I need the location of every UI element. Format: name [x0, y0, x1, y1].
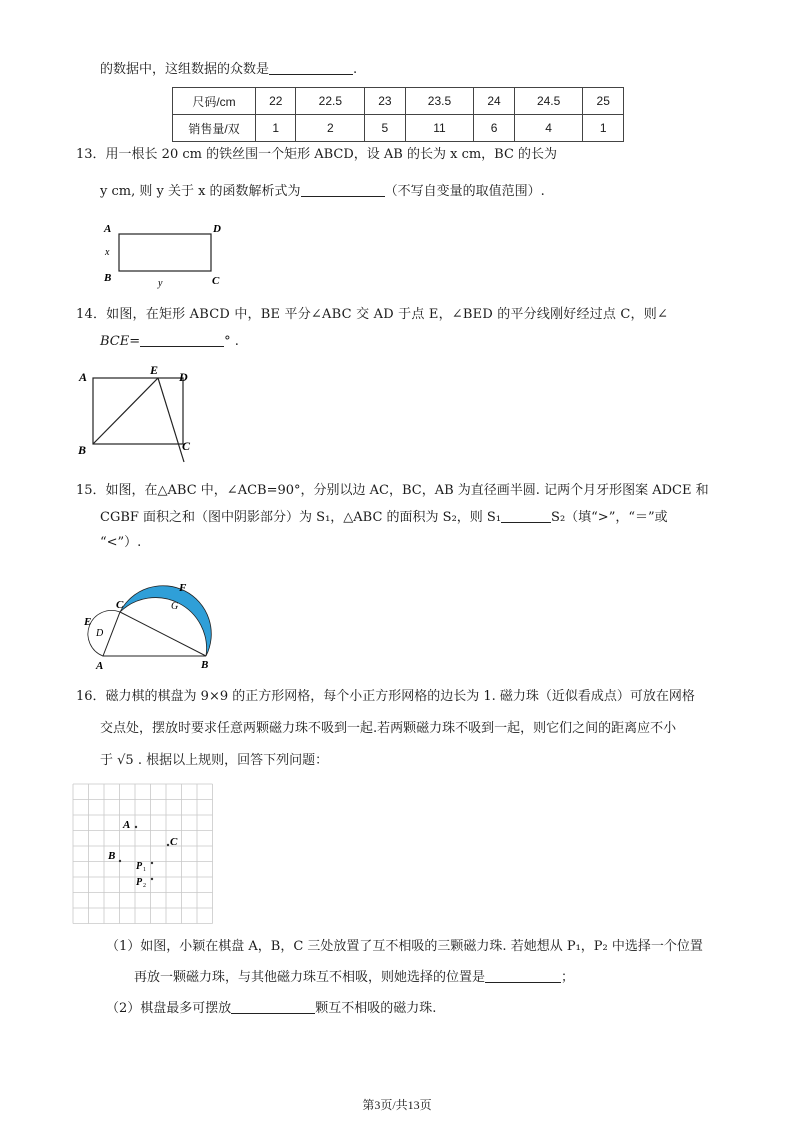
- q14-line1: 14．如图，在矩形 ABCD 中，BE 平分∠ABC 交 AD 于点 E，∠BED 的平分线刚好经过点 C，则∠: [76, 307, 669, 322]
- table-cell: 24.5: [514, 88, 583, 115]
- q16-sub1-end: ；: [561, 970, 575, 985]
- label-a: A: [96, 660, 104, 672]
- q12-tail-text: 的数据中，这组数据的众数是: [100, 62, 270, 77]
- table-cell: 25: [583, 88, 624, 115]
- q16-sub2-answer-blank[interactable]: [231, 999, 315, 1014]
- segment-be: [93, 378, 158, 444]
- lune-cgbf: [120, 586, 211, 656]
- label-x: x: [105, 247, 110, 258]
- bead-c: [167, 844, 169, 846]
- rectangle-abcd: [93, 378, 183, 444]
- bead-b: [119, 860, 121, 862]
- q15-semicircle-figure: [76, 574, 226, 674]
- label-d: D: [213, 223, 221, 235]
- table-cell: 1: [256, 115, 296, 142]
- table-row: [173, 88, 624, 115]
- q15-line3: “<”）.: [100, 535, 142, 550]
- q16-sub1-line2: [134, 968, 574, 987]
- label-d: D: [179, 370, 188, 384]
- label-e: E: [150, 363, 159, 377]
- table-cell: 23: [365, 88, 405, 115]
- q14-line2-a: BCE=: [100, 334, 141, 349]
- table-cell: 22: [256, 88, 296, 115]
- table-header-size: 尺码/cm: [173, 88, 256, 115]
- q12-tail-end: .: [353, 62, 358, 77]
- q12-data-table: [172, 87, 624, 142]
- table-cell: 24: [474, 88, 514, 115]
- label-a: A: [123, 819, 131, 831]
- q16-line3: 于 √5 . 根据以上规则，回答下列问题：: [100, 753, 329, 768]
- table-cell: 6: [474, 115, 514, 142]
- label-d: D: [96, 628, 104, 639]
- label-a: A: [79, 370, 88, 384]
- q13-rectangle-figure: [100, 218, 230, 290]
- label-p2: P: [136, 877, 143, 888]
- label-p1: P: [136, 861, 143, 872]
- q14-line2-b: ° .: [224, 334, 239, 349]
- table-cell: 23.5: [405, 88, 474, 115]
- q14-answer-blank[interactable]: [140, 332, 224, 347]
- table-cell: 4: [514, 115, 583, 142]
- label-g: G: [171, 601, 179, 612]
- label-p2-subscript: 2: [143, 883, 146, 889]
- label-e: E: [84, 616, 92, 628]
- table-header-sales: 销售量/双: [173, 115, 256, 142]
- q12-answer-blank[interactable]: [269, 60, 353, 75]
- label-y: y: [158, 278, 163, 289]
- label-c: C: [212, 275, 220, 287]
- bisector-ec: [158, 378, 184, 462]
- q14-rectangle-figure: [72, 360, 202, 470]
- label-b: B: [108, 850, 116, 862]
- label-b: B: [78, 443, 87, 457]
- label-a: A: [104, 223, 112, 235]
- label-c: C: [116, 599, 124, 611]
- point-p2: [151, 878, 153, 880]
- table-cell: 1: [583, 115, 624, 142]
- lune-adce: [88, 610, 120, 656]
- q12-text: [100, 60, 357, 79]
- q15-line1: 15．如图，在△ABC 中，∠ACB=90°，分别以边 AC，BC，AB 为直径画半圆. 记两个月牙形图案 ADCE 和: [76, 483, 709, 498]
- bead-a: [135, 826, 137, 828]
- q14-line2: [100, 332, 239, 351]
- label-c: C: [182, 439, 191, 453]
- label-b: B: [104, 272, 112, 284]
- triangle-abc: [103, 612, 206, 656]
- page-footer: 第3页/共13页: [362, 1098, 432, 1112]
- q15-answer-blank[interactable]: [501, 508, 551, 523]
- q13-line2-b: （不写自变量的取值范围）.: [384, 184, 545, 199]
- q16-sub1-text: 再放一颗磁力珠，与其他磁力珠互不相吸，则她选择的位置是: [134, 970, 486, 985]
- point-p1: [151, 862, 153, 864]
- label-p1-subscript: 1: [143, 867, 146, 873]
- table-cell: 11: [405, 115, 474, 142]
- q16-sub2-text-a: （2）棋盘最多可摆放: [106, 1001, 232, 1016]
- table-cell: 5: [365, 115, 405, 142]
- table-cell: 22.5: [296, 88, 365, 115]
- q16-line1: 16．磁力棋的棋盘为 9×9 的正方形网格，每个小正方形网格的边长为 1. 磁力珠（近似看成点）可放在网格: [76, 689, 695, 704]
- q16-sub2-text-b: 颗互不相吸的磁力珠.: [315, 1001, 437, 1016]
- q16-sub2-line: [106, 999, 436, 1018]
- label-b: B: [201, 659, 209, 671]
- table-cell: 2: [296, 115, 365, 142]
- q13-line1: 13．用一根长 20 cm 的铁丝围一个矩形 ABCD，设 AB 的长为 x cm，BC 的长为: [76, 147, 558, 162]
- q15-line2-a: CGBF 面积之和（图中阴影部分）为 S₁，△ABC 的面积为 S₂，则 S₁: [100, 510, 502, 525]
- q15-line2: [100, 508, 668, 527]
- q15-line2-b: S₂（填“>”，“＝”或: [551, 510, 668, 525]
- q16-chessboard-grid: [72, 783, 214, 925]
- q16-sub1-answer-blank[interactable]: [485, 968, 561, 983]
- q16-line2: 交点处，摆放时要求任意两颗磁力珠不吸到一起.若两颗磁力珠不吸到一起，则它们之间的距离应不小: [100, 721, 677, 736]
- q13-line2-a: y cm, 则 y 关于 x 的函数解析式为: [100, 184, 301, 199]
- label-c: C: [170, 836, 178, 848]
- q16-sub1-line1: （1）如图，小颖在棋盘 A，B，C 三处放置了互不相吸的三颗磁力珠. 若她想从 P₁，P₂ 中选择一个位置: [106, 939, 703, 954]
- q13-answer-blank[interactable]: [301, 182, 385, 197]
- table-row: [173, 115, 624, 142]
- label-f: F: [179, 582, 187, 594]
- q13-line2: [100, 182, 545, 201]
- rectangle-abcd: [119, 234, 211, 271]
